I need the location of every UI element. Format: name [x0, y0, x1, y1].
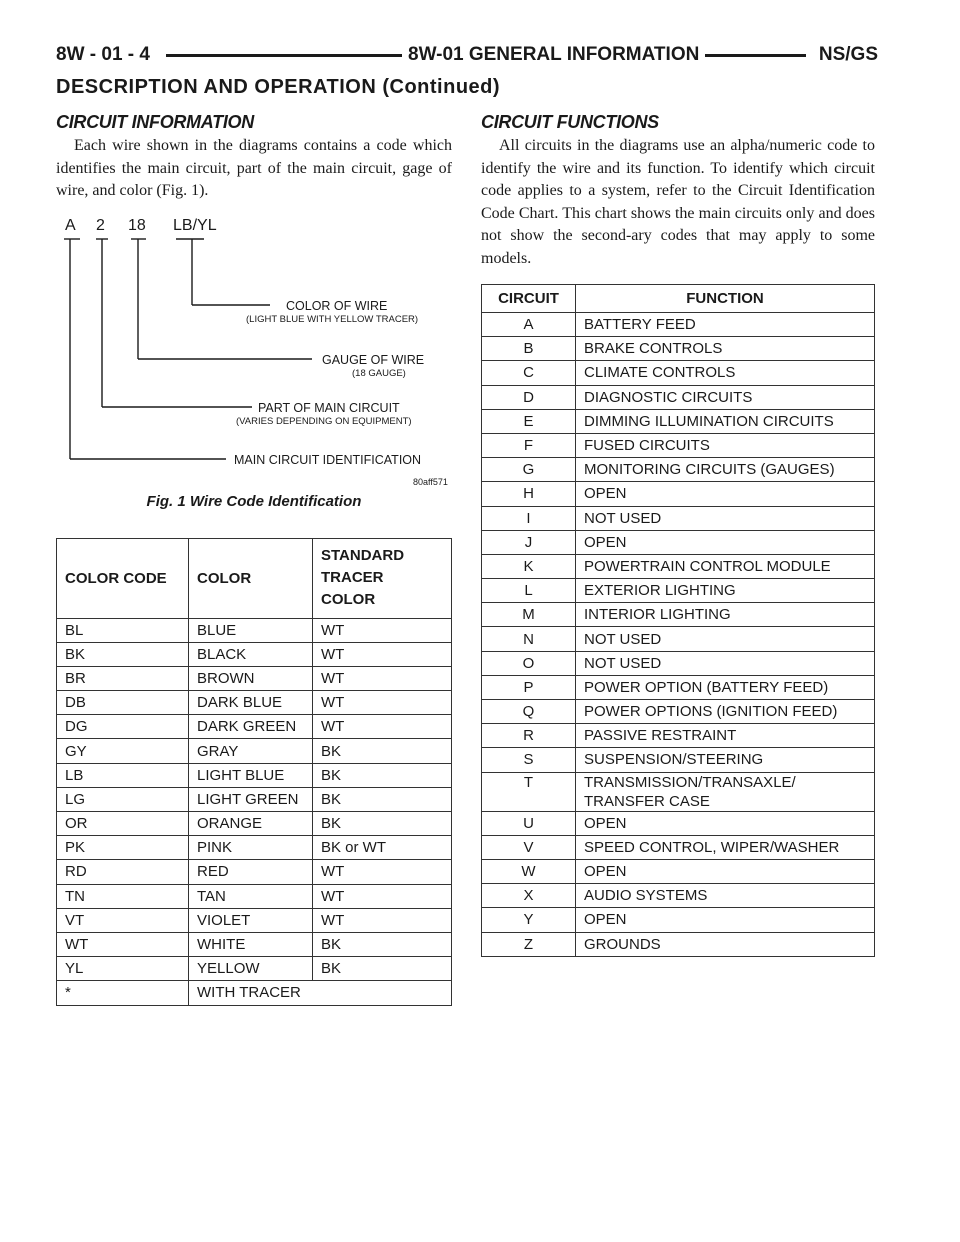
tracer-color-cell: BK: [313, 932, 452, 956]
circuit-letter-cell: N: [482, 627, 576, 651]
color-name-cell: GRAY: [189, 739, 313, 763]
circuit-function-cell: INTERIOR LIGHTING: [576, 603, 875, 627]
tracer-color-cell: BK: [313, 812, 452, 836]
table-row: [57, 715, 452, 739]
table-row: [482, 506, 875, 530]
footnote-text: WITH TRACER: [189, 981, 452, 1005]
circuit-function-cell: MONITORING CIRCUITS (GAUGES): [576, 458, 875, 482]
table-row: [482, 409, 875, 433]
page-subtitle: DESCRIPTION AND OPERATION (Continued): [56, 76, 501, 98]
table-row: [57, 787, 452, 811]
circuit-letter-cell: X: [482, 884, 576, 908]
wire-code-figure: [56, 213, 452, 513]
circuit-letter-cell: P: [482, 675, 576, 699]
tracer-color-cell: WT: [313, 691, 452, 715]
color-code-cell: WT: [57, 932, 189, 956]
header-function: FUNCTION: [576, 285, 875, 313]
left-column: [56, 110, 452, 1006]
circuit-letter-cell: K: [482, 554, 576, 578]
table-row: [482, 603, 875, 627]
circuit-letter-cell: O: [482, 651, 576, 675]
header-rule-left: [166, 54, 406, 57]
header-color-code: COLOR CODE: [57, 538, 189, 618]
tracer-color-cell: WT: [313, 715, 452, 739]
table-row: [482, 579, 875, 603]
tracer-color-cell: BK: [313, 739, 452, 763]
label-main-circuit: MAIN CIRCUIT IDENTIFICATION: [234, 452, 422, 467]
color-code-cell: LG: [57, 787, 189, 811]
tracer-color-cell: WT: [313, 618, 452, 642]
table-row: [482, 627, 875, 651]
table-row: [482, 337, 875, 361]
table-row: [482, 385, 875, 409]
color-name-cell: LIGHT BLUE: [189, 763, 313, 787]
circuit-function-cell: EXTERIOR LIGHTING: [576, 579, 875, 603]
tracer-color-cell: BK: [313, 957, 452, 981]
label-color-sub: (LIGHT BLUE WITH YELLOW TRACER): [246, 313, 419, 325]
table-header-row: [482, 285, 875, 313]
table-row: [57, 739, 452, 763]
table-row: [57, 642, 452, 666]
color-name-cell: BROWN: [189, 666, 313, 690]
circuit-letter-cell: Y: [482, 908, 576, 932]
table-row: [482, 811, 875, 835]
circuit-function-cell: CLIMATE CONTROLS: [576, 361, 875, 385]
circuit-letter-cell: L: [482, 579, 576, 603]
table-row: [57, 908, 452, 932]
label-color-of-wire: COLOR OF WIRE: [286, 298, 388, 313]
color-name-cell: BLACK: [189, 642, 313, 666]
circuit-letter-cell: Z: [482, 932, 576, 956]
tracer-color-cell: WT: [313, 884, 452, 908]
circuit-function-cell: GROUNDS: [576, 932, 875, 956]
color-name-cell: DARK BLUE: [189, 691, 313, 715]
circuit-letter-cell: S: [482, 748, 576, 772]
color-name-cell: YELLOW: [189, 957, 313, 981]
circuit-functions-heading: CIRCUIT FUNCTIONS: [481, 112, 659, 132]
tracer-color-cell: WT: [313, 860, 452, 884]
table-row: [482, 313, 875, 337]
circuit-letter-cell: U: [482, 811, 576, 835]
color-name-cell: ORANGE: [189, 812, 313, 836]
circuit-letter-cell: V: [482, 835, 576, 859]
color-code-cell: PK: [57, 836, 189, 860]
table-row: [482, 859, 875, 883]
table-row: [482, 482, 875, 506]
color-name-cell: WHITE: [189, 932, 313, 956]
code-part-sub: 2: [96, 216, 105, 234]
tracer-color-cell: BK or WT: [313, 836, 452, 860]
circuit-function-cell: SPEED CONTROL, WIPER/WASHER: [576, 835, 875, 859]
table-row: [482, 651, 875, 675]
circuit-letter-cell: G: [482, 458, 576, 482]
circuit-letter-cell: R: [482, 724, 576, 748]
color-code-cell: DG: [57, 715, 189, 739]
tracer-color-cell: WT: [313, 666, 452, 690]
page-header: [56, 42, 878, 68]
circuit-letter-cell: C: [482, 361, 576, 385]
color-name-cell: DARK GREEN: [189, 715, 313, 739]
color-name-cell: RED: [189, 860, 313, 884]
color-code-cell: DB: [57, 691, 189, 715]
label-gauge-of-wire: GAUGE OF WIRE: [322, 352, 425, 367]
circuit-function-cell: OPEN: [576, 530, 875, 554]
circuit-function-cell: DIMMING ILLUMINATION CIRCUITS: [576, 409, 875, 433]
circuit-letter-cell: H: [482, 482, 576, 506]
table-row: [57, 884, 452, 908]
code-part-main: A: [65, 216, 76, 234]
table-row: [482, 530, 875, 554]
circuit-function-cell: BATTERY FEED: [576, 313, 875, 337]
model-code: NS/GS: [813, 42, 878, 68]
circuit-function-table: [481, 284, 875, 957]
table-row: [482, 884, 875, 908]
table-row: [482, 908, 875, 932]
table-row: [57, 666, 452, 690]
table-row: [57, 691, 452, 715]
circuit-letter-cell: I: [482, 506, 576, 530]
color-code-cell: BL: [57, 618, 189, 642]
color-code-cell: BR: [57, 666, 189, 690]
color-name-cell: TAN: [189, 884, 313, 908]
header-circuit: CIRCUIT: [482, 285, 576, 313]
table-row: [482, 932, 875, 956]
label-gauge-sub: (18 GAUGE): [352, 367, 406, 379]
circuit-letter-cell: J: [482, 530, 576, 554]
circuit-function-cell: OPEN: [576, 908, 875, 932]
footnote-symbol: *: [57, 981, 189, 1005]
circuit-function-cell: AUDIO SYSTEMS: [576, 884, 875, 908]
circuit-function-cell: POWER OPTION (BATTERY FEED): [576, 675, 875, 699]
table-row: [482, 748, 875, 772]
color-code-cell: RD: [57, 860, 189, 884]
circuit-function-cell: DIAGNOSTIC CIRCUITS: [576, 385, 875, 409]
color-name-cell: BLUE: [189, 618, 313, 642]
table-row: [57, 836, 452, 860]
figure-id: 80aff571: [413, 476, 448, 487]
color-code-cell: LB: [57, 763, 189, 787]
tracer-color-cell: WT: [313, 642, 452, 666]
circuit-function-cell: OPEN: [576, 859, 875, 883]
circuit-function-cell: PASSIVE RESTRAINT: [576, 724, 875, 748]
color-name-cell: PINK: [189, 836, 313, 860]
circuit-letter-cell: E: [482, 409, 576, 433]
circuit-function-cell: FUSED CIRCUITS: [576, 433, 875, 457]
label-part-sub: (VARIES DEPENDING ON EQUIPMENT): [236, 415, 412, 427]
circuit-letter-cell: F: [482, 433, 576, 457]
circuit-function-cell: POWER OPTIONS (IGNITION FEED): [576, 700, 875, 724]
circuit-function-cell: NOT USED: [576, 506, 875, 530]
table-row: [482, 458, 875, 482]
circuit-functions-text: All circuits in the diagrams use an alpha/numeric code to identify the wire and its function. To identify which circuit code applies to a system, refer to the Circuit Identification Code Chart. This chart shows the main circuits only and does not show the second-ary codes that may apply to some models.: [481, 137, 875, 267]
circuit-function-cell: NOT USED: [576, 651, 875, 675]
tracer-color-cell: WT: [313, 908, 452, 932]
color-code-cell: BK: [57, 642, 189, 666]
color-code-cell: GY: [57, 739, 189, 763]
table-row: [57, 860, 452, 884]
code-part-gauge: 18: [128, 216, 146, 234]
table-row: [482, 700, 875, 724]
circuit-function-cell: BRAKE CONTROLS: [576, 337, 875, 361]
table-row: [482, 772, 875, 811]
color-code-cell: VT: [57, 908, 189, 932]
color-name-cell: LIGHT GREEN: [189, 787, 313, 811]
circuit-letter-cell: D: [482, 385, 576, 409]
circuit-letter-cell: M: [482, 603, 576, 627]
table-row: [57, 812, 452, 836]
circuit-information-heading: CIRCUIT INFORMATION: [56, 112, 254, 132]
header-tracer-color: STANDARD TRACER COLOR: [313, 538, 452, 618]
section-title: 8W-01 GENERAL INFORMATION: [402, 42, 705, 68]
circuit-letter-cell: W: [482, 859, 576, 883]
circuit-function-cell: TRANSMISSION/TRANSAXLE/ TRANSFER CASE: [576, 772, 875, 811]
table-row: [482, 361, 875, 385]
table-row: [482, 554, 875, 578]
tracer-color-cell: BK: [313, 763, 452, 787]
table-row: [57, 957, 452, 981]
circuit-table-body: [482, 313, 875, 957]
color-code-cell: OR: [57, 812, 189, 836]
circuit-function-cell: OPEN: [576, 811, 875, 835]
circuit-letter-cell: T: [482, 772, 576, 811]
table-footnote-row: [57, 981, 452, 1005]
circuit-function-cell: OPEN: [576, 482, 875, 506]
label-part-of-main: PART OF MAIN CIRCUIT: [258, 400, 400, 415]
table-row: [482, 433, 875, 457]
figure-caption: Fig. 1 Wire Code Identification: [146, 492, 362, 510]
page-number: 8W - 01 - 4: [56, 42, 156, 68]
color-code-cell: TN: [57, 884, 189, 908]
code-part-color: LB/YL: [173, 216, 217, 234]
circuit-letter-cell: Q: [482, 700, 576, 724]
color-code-table: [56, 538, 452, 1006]
color-code-cell: YL: [57, 957, 189, 981]
circuit-letter-cell: B: [482, 337, 576, 361]
header-color: COLOR: [189, 538, 313, 618]
table-row: [57, 763, 452, 787]
circuit-information-text: Each wire shown in the diagrams contains a code which identifies the main circuit, part of the main circuit, gage of wire, and color (Fig. 1).: [56, 137, 452, 199]
circuit-function-cell: SUSPENSION/STEERING: [576, 748, 875, 772]
circuit-function-cell: NOT USED: [576, 627, 875, 651]
tracer-color-cell: BK: [313, 787, 452, 811]
table-row: [482, 835, 875, 859]
table-row: [482, 675, 875, 699]
table-row: [57, 618, 452, 642]
right-column: [481, 110, 875, 957]
table-header-row: [57, 538, 452, 618]
circuit-letter-cell: A: [482, 313, 576, 337]
table-row: [57, 932, 452, 956]
table-row: [482, 724, 875, 748]
color-name-cell: VIOLET: [189, 908, 313, 932]
circuit-function-cell: POWERTRAIN CONTROL MODULE: [576, 554, 875, 578]
color-table-body: [57, 618, 452, 1005]
